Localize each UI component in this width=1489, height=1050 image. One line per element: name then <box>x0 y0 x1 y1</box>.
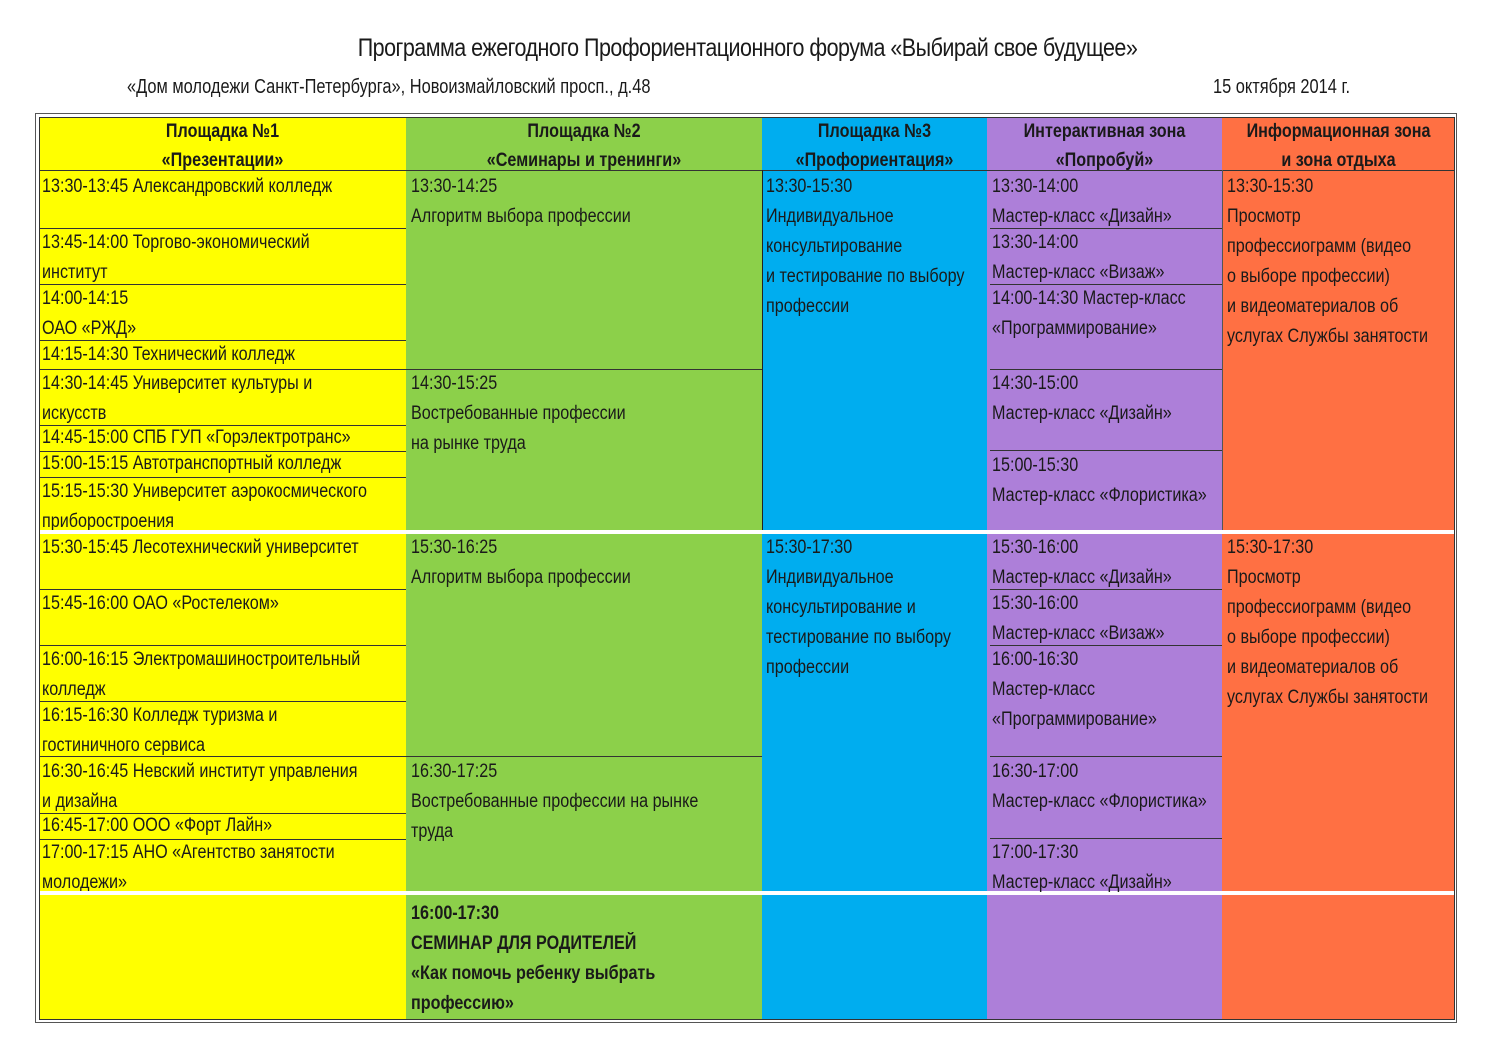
career-guidance-2-line3: тестирование по выбору <box>766 627 951 648</box>
presentation-5-line2: искусств <box>42 403 107 424</box>
masterclass-2-title: Мастер-класс «Визаж» <box>992 262 1165 283</box>
border-section-2-bottom <box>39 891 1455 895</box>
seminar-1-time: 13:30-14:25 <box>411 176 498 197</box>
presentation-4 <box>40 340 406 369</box>
presentation-6 <box>40 424 406 451</box>
presentation-11 <box>40 645 406 701</box>
presentation-3 <box>40 284 406 340</box>
presentation-8-line1: 15:15-15:30 Университет аэрокосмического <box>42 481 368 502</box>
masterclass-3-title: «Программирование» <box>992 318 1157 339</box>
career-guidance-1-line3: и тестирование по выбору <box>766 266 965 287</box>
header-site-1-line2: «Презентации» <box>161 150 284 171</box>
presentation-12-line2: гостиничного сервиса <box>42 735 205 756</box>
seminar-2 <box>409 369 759 529</box>
masterclass-4-time: 14:30-15:00 <box>992 373 1079 394</box>
header-interactive-zone-line2: «Попробуй» <box>1055 150 1154 171</box>
career-guidance-1 <box>764 172 986 528</box>
presentation-5-line1: 14:30-14:45 Университет культуры и <box>42 373 313 394</box>
seminar-4-time: 16:30-17:25 <box>411 761 498 782</box>
seminar-4-title-line2: труда <box>411 821 454 842</box>
presentation-5 <box>40 369 406 425</box>
masterclass-8-time: 16:00-16:30 <box>992 649 1079 670</box>
masterclass-4 <box>990 369 1222 449</box>
parents-seminar-topic-line1: «Как помочь ребенку выбрать <box>411 963 656 984</box>
career-guidance-1-line2: консультирование <box>766 236 903 257</box>
info-zone-1-line3: о выборе профессии) <box>1227 266 1390 287</box>
seminar-1 <box>409 172 759 367</box>
document-title: Программа ежегодного Профориентационного форума «Выбирай свое будущее» <box>357 34 1138 62</box>
presentation-15 <box>40 838 406 891</box>
parents-seminar-title: СЕМИНАР ДЛЯ РОДИТЕЛЕЙ <box>411 933 637 954</box>
header-site-2-line2: «Семинары и тренинги» <box>486 150 682 171</box>
career-guidance-2-line2: консультирование и <box>766 597 916 618</box>
header-site-3-line2: «Профориентация» <box>795 150 954 171</box>
masterclass-6-title: Мастер-класс «Дизайн» <box>992 567 1172 588</box>
masterclass-8 <box>990 645 1222 755</box>
divider-col2-col3 <box>762 170 763 530</box>
masterclass-9-title: Мастер-класс «Флористика» <box>992 791 1207 812</box>
presentation-11-line1: 16:00-16:15 Электромашиностроительный <box>42 649 361 670</box>
info-zone-1-line4: и видеоматериалов об <box>1227 296 1399 317</box>
masterclass-3 <box>990 284 1222 368</box>
seminar-4 <box>409 757 759 889</box>
info-zone-2 <box>1225 533 1453 889</box>
header-site-3-line1: Площадка №3 <box>817 121 932 142</box>
header-interactive-zone-line1: Интерактивная зона <box>1023 121 1186 142</box>
masterclass-10-title: Мастер-класс «Дизайн» <box>992 872 1172 893</box>
seminar-2-time: 14:30-15:25 <box>411 373 498 394</box>
seminar-3-title: Алгоритм выбора профессии <box>411 567 631 588</box>
header-site-3 <box>762 117 987 169</box>
seminar-1-title: Алгоритм выбора профессии <box>411 206 631 227</box>
career-guidance-2 <box>764 533 986 889</box>
header-info-zone-line1: Информационная зона <box>1246 121 1431 142</box>
border-right <box>1454 117 1455 1019</box>
presentation-6-line1: 14:45-15:00 СПБ ГУП «Горэлектротранс» <box>42 427 351 448</box>
presentation-7-line1: 15:00-15:15 Автотранспортный колледж <box>42 453 342 474</box>
presentation-3-line1: 14:00-14:15 <box>42 288 129 309</box>
career-guidance-1-line1: Индивидуальное <box>766 206 894 227</box>
presentation-14-line1: 16:45-17:00 ООО «Форт Лайн» <box>42 815 273 836</box>
presentation-8 <box>40 477 406 530</box>
seminar-3-time: 15:30-16:25 <box>411 537 498 558</box>
header-site-1 <box>39 117 406 169</box>
seminar-2-title-line1: Востребованные профессии <box>411 403 626 424</box>
masterclass-10-time: 17:00-17:30 <box>992 842 1079 863</box>
info-zone-2-line4: и видеоматериалов об <box>1227 657 1399 678</box>
presentation-12-line1: 16:15-16:30 Колледж туризма и <box>42 705 278 726</box>
divider-col4-col5 <box>1222 170 1223 530</box>
presentation-11-line2: колледж <box>42 679 106 700</box>
presentation-8-line2: приборостроения <box>42 511 175 530</box>
presentation-3-line2: ОАО «РЖД» <box>42 318 137 339</box>
masterclass-8-title-line2: «Программирование» <box>992 709 1157 730</box>
masterclass-4-title: Мастер-класс «Дизайн» <box>992 403 1172 424</box>
masterclass-10 <box>990 838 1222 894</box>
presentation-13 <box>40 757 406 813</box>
career-guidance-2-time: 15:30-17:30 <box>766 537 853 558</box>
presentation-4-line1: 14:15-14:30 Технический колледж <box>42 344 295 365</box>
presentation-14 <box>40 812 406 839</box>
info-zone-1-time: 13:30-15:30 <box>1227 176 1314 197</box>
info-zone-2-line1: Просмотр <box>1227 567 1301 588</box>
presentation-13-line1: 16:30-16:45 Невский институт управления <box>42 761 358 782</box>
career-guidance-2-line4: профессии <box>766 657 850 678</box>
presentation-1-line1: 13:30-13:45 Александровский колледж <box>42 176 333 197</box>
parents-seminar-time: 16:00-17:30 <box>411 903 500 924</box>
info-zone-2-time: 15:30-17:30 <box>1227 537 1314 558</box>
masterclass-1-title: Мастер-класс «Дизайн» <box>992 206 1172 227</box>
masterclass-9-time: 16:30-17:00 <box>992 761 1079 782</box>
seminar-3 <box>409 533 759 753</box>
presentation-1 <box>40 172 406 228</box>
career-guidance-1-time: 13:30-15:30 <box>766 176 853 197</box>
masterclass-7-time: 15:30-16:00 <box>992 593 1079 614</box>
masterclass-7 <box>990 589 1222 645</box>
masterclass-5-title: Мастер-класс «Флористика» <box>992 485 1207 506</box>
seminar-2-title-line2: на рынке труда <box>411 433 526 454</box>
masterclass-5 <box>990 451 1222 529</box>
masterclass-1-time: 13:30-14:00 <box>992 176 1079 197</box>
presentation-15-line2: молодежи» <box>42 872 127 891</box>
career-guidance-1-line4: профессии <box>766 296 850 317</box>
event-date: 15 октября 2014 г. <box>1213 76 1351 98</box>
presentation-7 <box>40 450 406 477</box>
header-site-2 <box>406 117 762 169</box>
parents-seminar-topic-line2: профессию» <box>411 993 514 1014</box>
header-interactive-zone <box>987 117 1222 169</box>
career-guidance-2-line1: Индивидуальное <box>766 567 894 588</box>
info-zone-1-line2: профессиограмм (видео <box>1227 236 1412 257</box>
presentation-10-line1: 15:45-16:00 ОАО «Ростелеком» <box>42 593 279 614</box>
seminar-4-title-line1: Востребованные профессии на рынке <box>411 791 699 812</box>
presentation-2-line2: институт <box>42 262 108 283</box>
masterclass-9 <box>990 757 1222 837</box>
info-zone-2-line5: услугах Службы занятости <box>1227 687 1428 708</box>
presentation-15-line1: 17:00-17:15 АНО «Агентство занятости <box>42 842 335 863</box>
presentation-12 <box>40 701 406 757</box>
masterclass-6-time: 15:30-16:00 <box>992 537 1079 558</box>
presentation-9 <box>40 533 406 589</box>
masterclass-5-time: 15:00-15:30 <box>992 455 1079 476</box>
masterclass-2-time: 13:30-14:00 <box>992 232 1079 253</box>
info-zone-1-line1: Просмотр <box>1227 206 1301 227</box>
parents-seminar <box>409 899 759 1019</box>
header-site-1-line1: Площадка №1 <box>165 121 280 142</box>
masterclass-1 <box>990 172 1222 228</box>
presentation-13-line2: и дизайна <box>42 791 118 812</box>
info-zone-2-line3: о выборе профессии) <box>1227 627 1390 648</box>
presentation-9-line1: 15:30-15:45 Лесотехнический университет <box>42 537 359 558</box>
info-zone-1 <box>1225 172 1453 528</box>
info-zone-2-line2: профессиограмм (видео <box>1227 597 1412 618</box>
masterclass-8-title-line1: Мастер-класс <box>992 679 1096 700</box>
header-site-2-line1: Площадка №2 <box>527 121 641 142</box>
masterclass-2 <box>990 228 1222 284</box>
header-info-zone <box>1222 117 1455 169</box>
presentation-2-line1: 13:45-14:00 Торгово-экономический <box>42 232 310 253</box>
presentation-2 <box>40 228 406 284</box>
masterclass-7-title: Мастер-класс «Визаж» <box>992 623 1165 644</box>
venue-address: «Дом молодежи Санкт-Петербурга», Новоизмайловский просп., д.48 <box>127 76 651 98</box>
header-info-zone-line2: и зона отдыха <box>1281 150 1396 171</box>
info-zone-1-line5: услугах Службы занятости <box>1227 326 1428 347</box>
masterclass-6 <box>990 533 1222 589</box>
presentation-10 <box>40 589 406 645</box>
border-bottom <box>39 1019 1455 1020</box>
masterclass-3-time: 14:00-14:30 Мастер-класс <box>992 288 1186 309</box>
